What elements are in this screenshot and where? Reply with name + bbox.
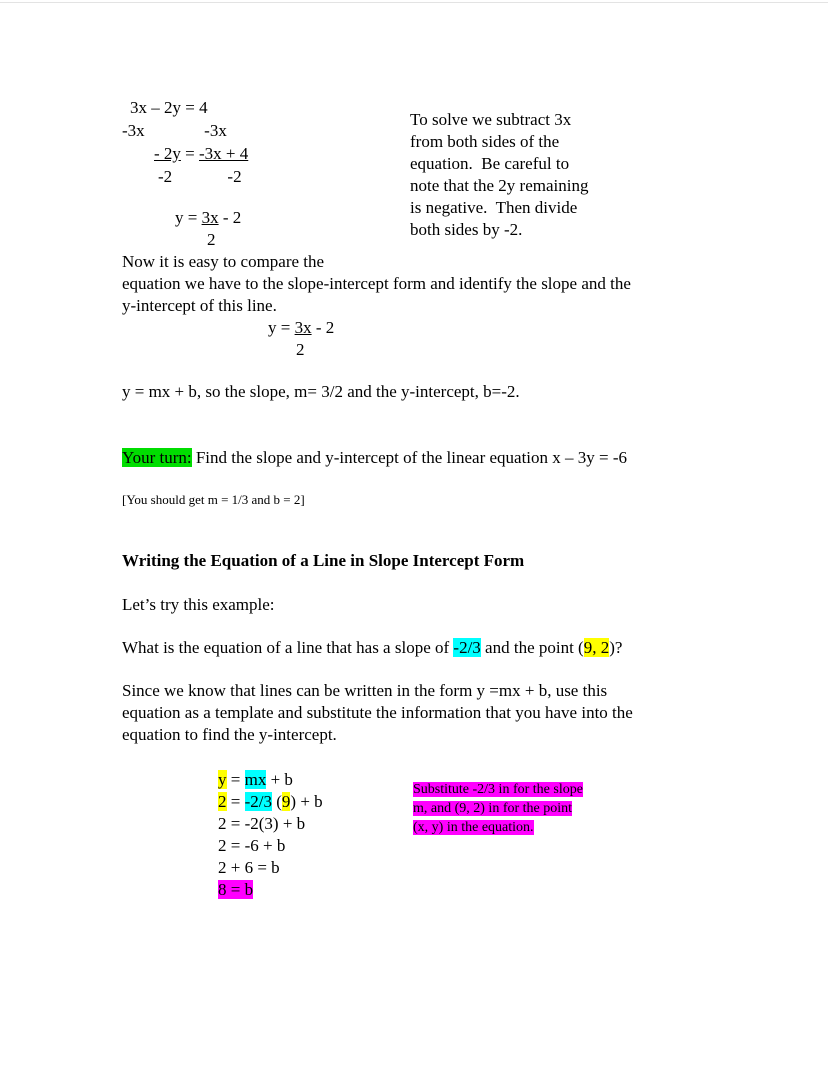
text-run: (: [271, 792, 282, 811]
text-run: )?: [609, 638, 623, 657]
highlighted-text: Substitute -2/3 in for the slope: [413, 782, 583, 797]
centered-equation-line: [268, 317, 334, 339]
highlighted-text: (x, y) in the equation.: [413, 820, 534, 835]
text-run: To solve we subtract 3x: [410, 110, 572, 129]
highlighted-text: y: [218, 770, 227, 789]
text-run: What is the equation of a line that has a slope of: [122, 638, 454, 657]
text-run: -2 -2: [158, 167, 242, 186]
text-run: 2 = -2(3) + b: [218, 814, 306, 833]
text-run: 2 + 6 = b: [218, 858, 280, 877]
substitution-work: [218, 769, 323, 901]
text-run: =: [180, 144, 200, 163]
highlighted-text: 9: [281, 792, 291, 811]
highlighted-text: Your turn:: [122, 448, 192, 467]
highlighted-text: -2/3: [244, 792, 272, 811]
work1-denominator: [207, 229, 216, 251]
text-run: 2: [296, 340, 305, 359]
highlighted-text: -2/3: [453, 638, 481, 657]
text-run: -3x + 4: [199, 144, 249, 163]
work1-equation-line: [130, 97, 208, 119]
text-run: is negative. Then divide: [410, 198, 578, 217]
example-intro: Let’s try this example:: [122, 595, 275, 614]
text-run: y =: [268, 318, 295, 337]
text-run: - 2: [218, 208, 242, 227]
centered-equation-denominator: [296, 339, 305, 361]
text-run: y =: [175, 208, 202, 227]
slope-intercept-statement: y = mx + b, so the slope, m= 3/2 and the y-intercept, b=-2.: [122, 382, 520, 401]
text-run: 3x: [201, 208, 219, 227]
text-run: both sides by -2.: [410, 220, 523, 239]
page-edge-line: [0, 2, 828, 3]
highlighted-text: 9, 2: [583, 638, 610, 657]
text-run: Since we know that lines can be written in the form y =mx + b, use this: [122, 681, 608, 700]
text-run: ) + b: [290, 792, 323, 811]
text-run: 3x: [294, 318, 312, 337]
text-run: Find the slope and y-intercept of the linear equation x – 3y = -6: [191, 448, 628, 467]
compare-paragraph: [122, 251, 631, 317]
example-question: [122, 637, 622, 659]
work1-result-line: [175, 207, 241, 229]
text-run: 2 = -6 + b: [218, 836, 286, 855]
text-run: equation to find the y-intercept.: [122, 725, 337, 744]
text-run: + b: [266, 770, 293, 789]
text-run: from both sides of the: [410, 132, 560, 151]
text-run: equation we have to the slope-intercept form and identify the slope and the: [122, 274, 631, 293]
your-turn-exercise: [122, 447, 627, 469]
highlighted-text: 8 = b: [218, 880, 254, 899]
text-run: =: [226, 770, 245, 789]
text-run: 3x – 2y = 4: [130, 98, 208, 117]
text-run: - 2y: [154, 144, 181, 163]
highlighted-text: 2: [218, 792, 227, 811]
highlighted-text: m, and (9, 2) in for the point: [413, 801, 573, 816]
text-run: y-intercept of this line.: [122, 296, 277, 315]
solve-explanation-note: [410, 109, 588, 241]
text-run: and the point (: [480, 638, 584, 657]
highlighted-text: mx: [244, 770, 267, 789]
work1-subtract-line: [122, 120, 227, 142]
work1-divide-line: [154, 143, 248, 165]
text-run: Now it is easy to compare the: [122, 252, 325, 271]
section-heading: Writing the Equation of a Line in Slope Intercept Form: [122, 551, 525, 570]
text-run: - 2: [311, 318, 335, 337]
text-run: equation. Be careful to: [410, 154, 570, 173]
text-run: =: [226, 792, 245, 811]
work1-divisor-line: [158, 166, 242, 188]
text-run: equation as a template and substitute the information that you have into the: [122, 703, 633, 722]
text-run: 2: [207, 230, 216, 249]
substitute-paragraph: [122, 680, 633, 746]
text-run: -3x -3x: [122, 121, 227, 140]
substitution-note: [413, 780, 583, 837]
answer-hint: [You should get m = 1/3 and b = 2]: [122, 492, 305, 507]
text-run: note that the 2y remaining: [410, 176, 589, 195]
